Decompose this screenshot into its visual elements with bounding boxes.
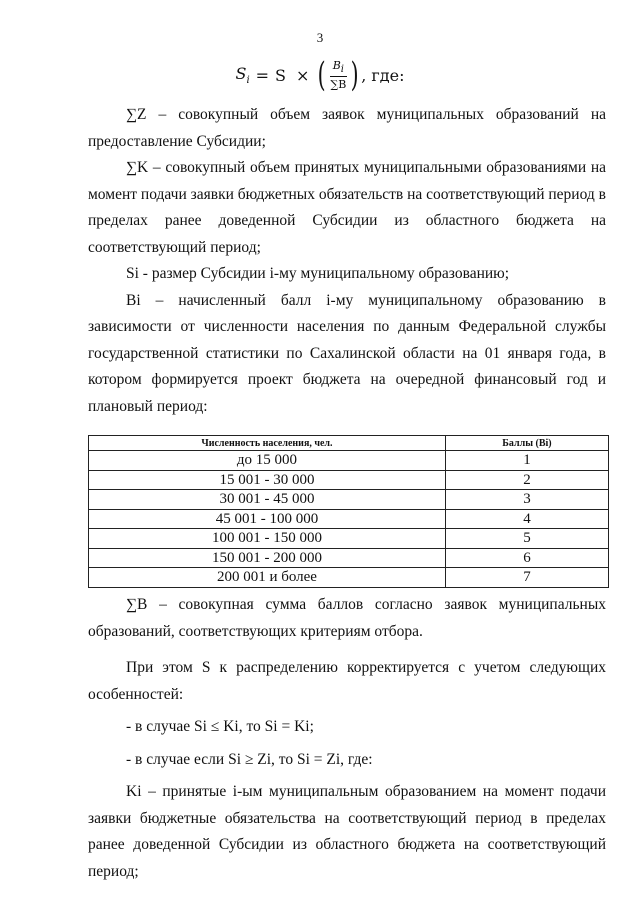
table-row <box>89 568 609 588</box>
cell-score: 4 <box>445 509 608 529</box>
cell-population: 200 001 и более <box>89 568 446 588</box>
formula-denominator: ∑В <box>330 78 347 92</box>
formula-equals: = <box>255 65 270 85</box>
population-score-table <box>88 435 609 588</box>
paragraph-si: Si - размер Субсидии i-му муниципальному образованию; <box>126 265 510 282</box>
table-row <box>89 490 609 510</box>
cell-population: до 15 000 <box>89 451 446 471</box>
table-row <box>89 470 609 490</box>
table-row <box>89 529 609 549</box>
cell-population: 30 001 - 45 000 <box>89 490 446 510</box>
definitions-bottom <box>88 592 606 885</box>
formula-lhs: $S_i$ <box>235 63 250 87</box>
formula-close-paren: ) <box>350 55 359 95</box>
cell-population: 150 001 - 200 000 <box>89 548 446 568</box>
header-population: Численность населения, чел. <box>89 436 446 451</box>
definitions-top <box>88 102 606 420</box>
paragraph-bi: Bi – начисленный балл i-му муниципальному образованию в зависимости от численности населения по данным Федеральной службы государственной статистики по Сахалинской области на 01 января года, в котором формируется проект бюджета на очередной финансовый год и плановый период: <box>88 291 606 415</box>
cell-population: 45 001 - 100 000 <box>89 509 446 529</box>
formula-open-paren: ( <box>318 55 327 95</box>
formula-total: S <box>275 65 287 85</box>
subsidy-formula <box>0 55 640 95</box>
table-row <box>89 451 609 471</box>
cell-population: 15 001 - 30 000 <box>89 470 446 490</box>
cell-population: 100 001 - 150 000 <box>89 529 446 549</box>
formula-tail: , где: <box>361 65 405 85</box>
formula-times: × <box>296 65 310 85</box>
table-row <box>89 509 609 529</box>
paragraph-sum-k: ∑K – совокупный объем принятых муниципальными образованиями на момент подачи заявки бюджетных обязательств на соответствующий период в пределах ранее доведенной Субсидии из областного бюджета на соответствующий период; <box>88 159 606 256</box>
cell-score: 2 <box>445 470 608 490</box>
page-number: 3 <box>316 30 324 45</box>
paragraph-correction: При этом S к распределению корректируется с учетом следующих особенностей: <box>88 659 606 703</box>
cell-score: 3 <box>445 490 608 510</box>
paragraph-ki: Ki – принятые i-ым муниципальным образованием на момент подачи заявки бюджетные обязательства на соответствующий период в пределах ранее доведенной Субсидии из областного бюджета на соответствующий период; <box>88 783 606 880</box>
table-row <box>89 548 609 568</box>
paragraph-case-zi: - в случае если Si ≥ Zi, то Si = Zi, где: <box>126 750 373 768</box>
cell-score: 6 <box>445 548 608 568</box>
paragraph-sum-b: ∑B – совокупная сумма баллов согласно заявок муниципальных образований, соответствующих критериям отбора. <box>88 596 606 640</box>
cell-score: 5 <box>445 529 608 549</box>
paragraph-case-ki: - в случае Si ≤ Ki, то Si = Ki; <box>126 718 314 735</box>
header-score: Баллы (Bi) <box>445 436 608 451</box>
cell-score: 1 <box>445 451 608 471</box>
paragraph-sum-z: ∑Z – совокупный объем заявок муниципальных образований на предоставление Субсидии; <box>88 106 606 150</box>
formula-fraction <box>330 59 347 91</box>
table-header-row <box>89 436 609 451</box>
cell-score: 7 <box>445 568 608 588</box>
formula-numerator: $B_i$ <box>330 59 347 77</box>
